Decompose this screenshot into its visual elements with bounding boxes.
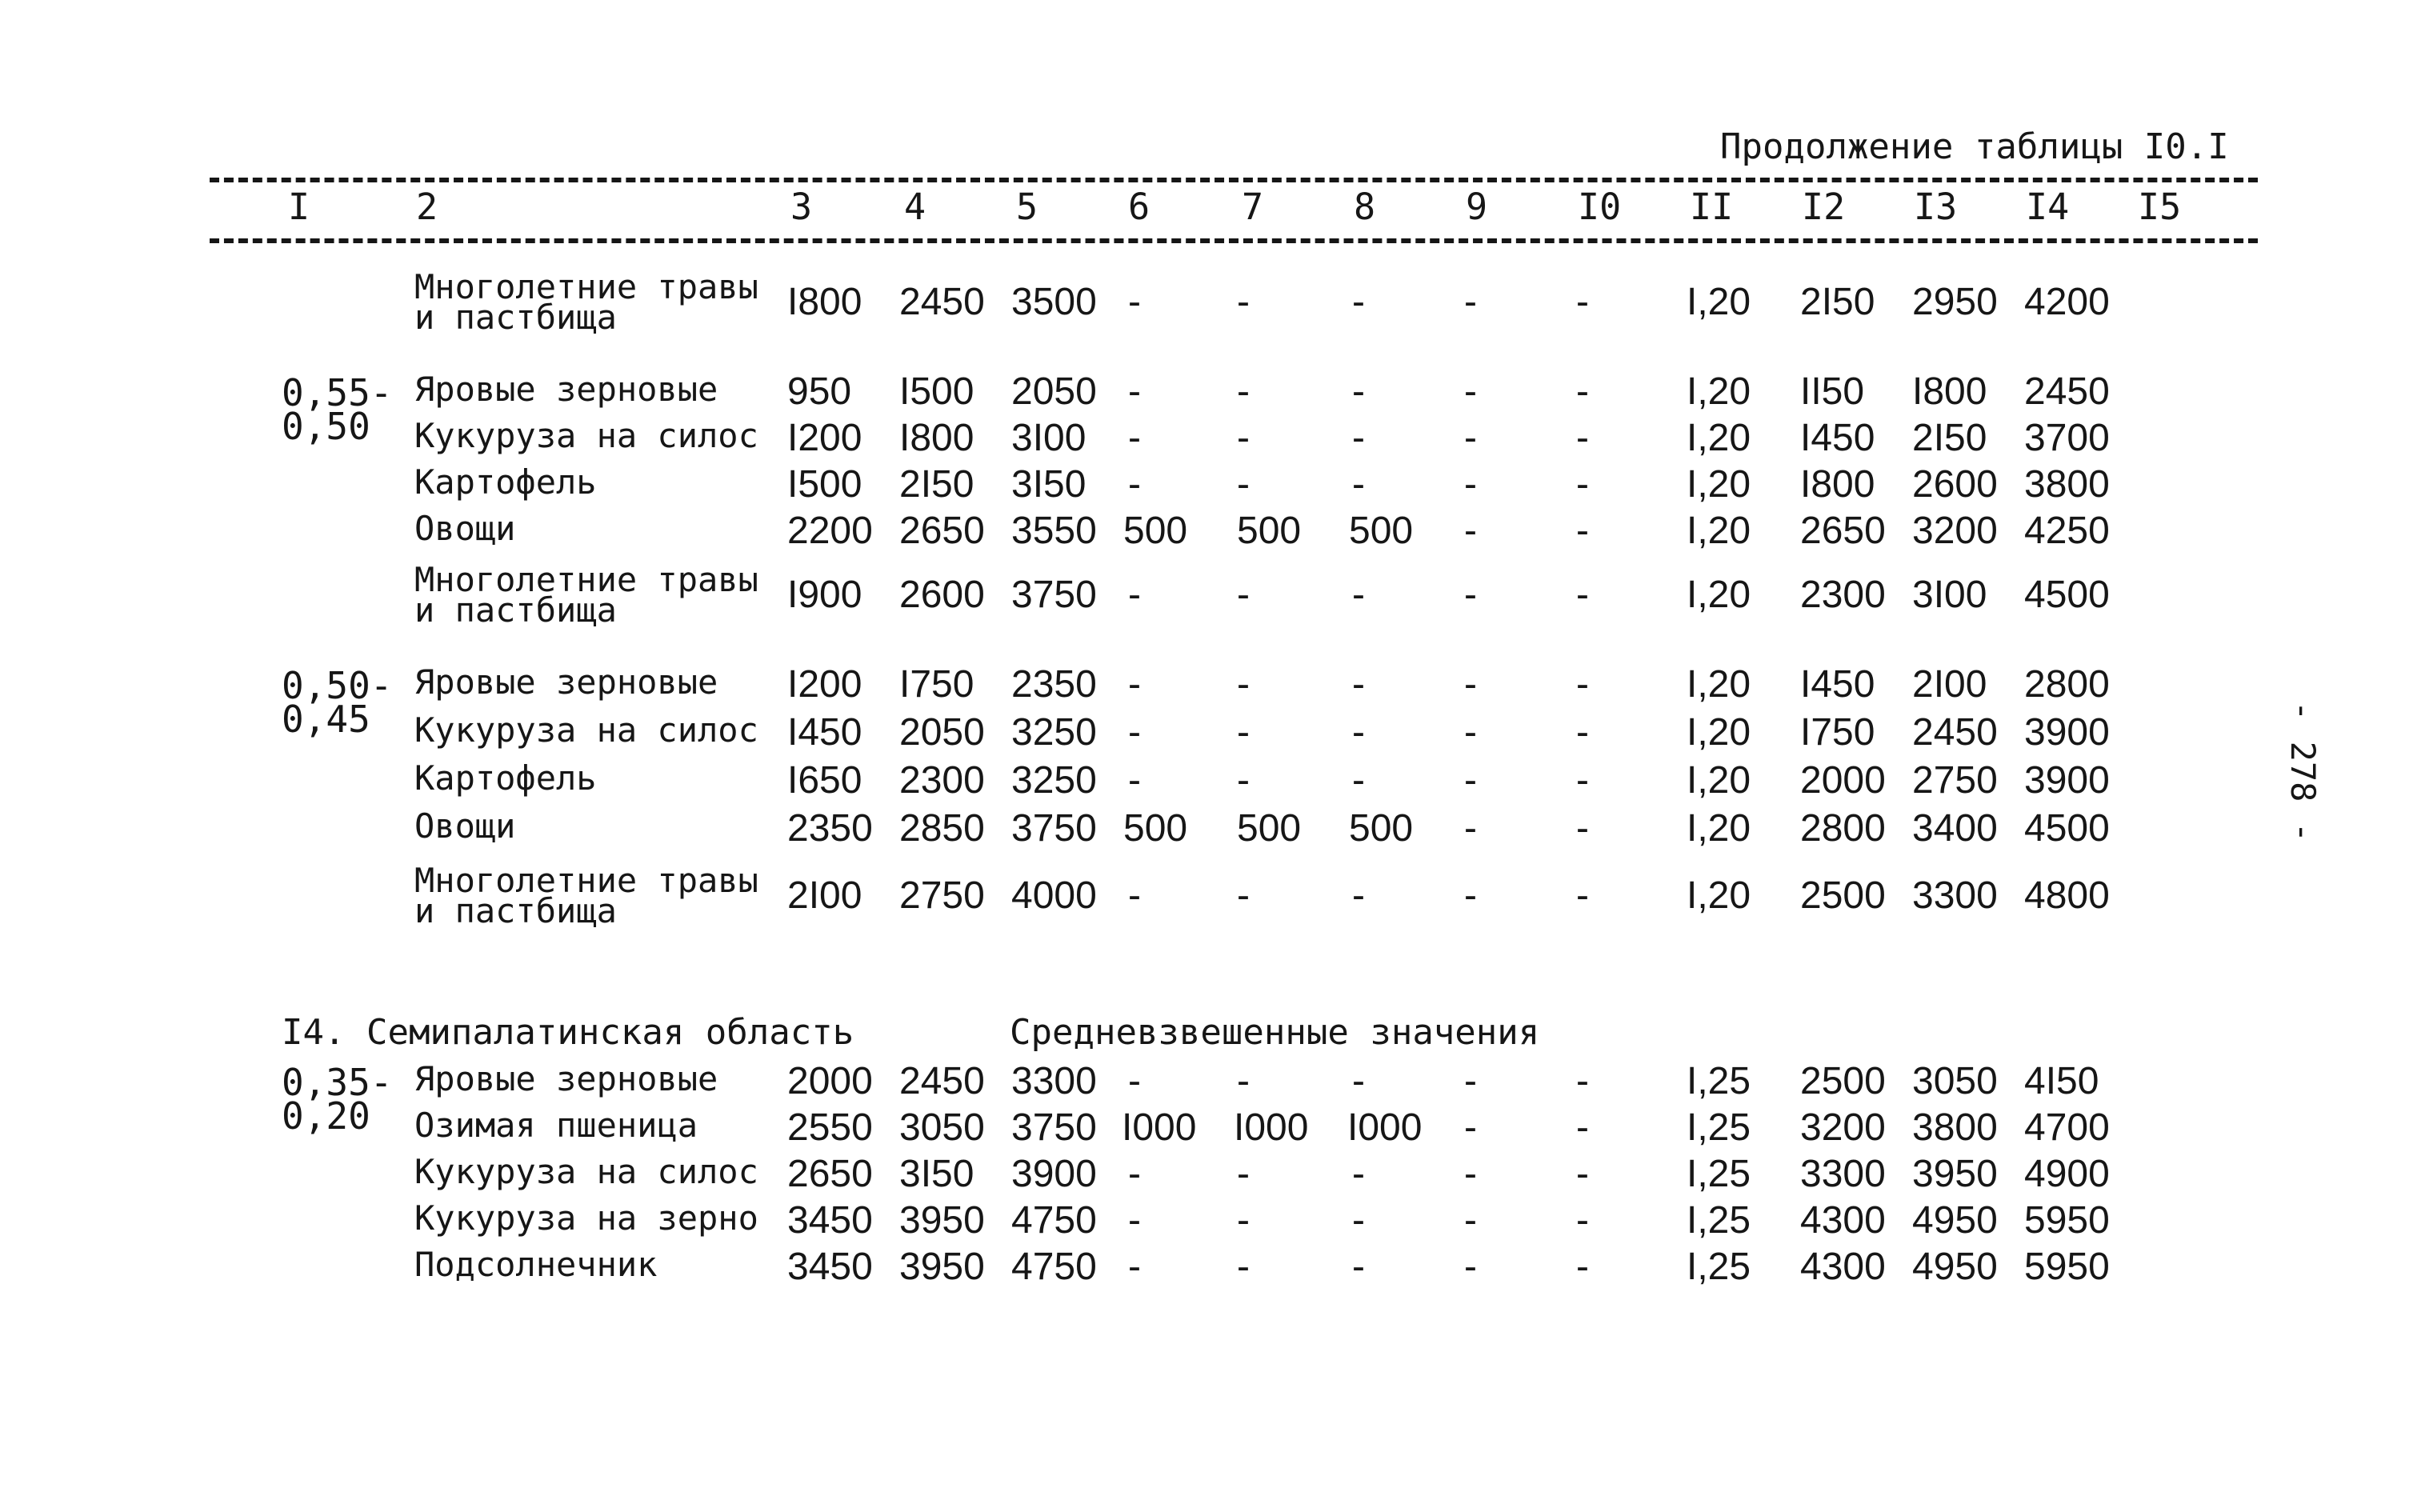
cell-c3: 2200	[787, 510, 873, 552]
cell-c3: I450	[787, 711, 862, 754]
crop-name: Овощи	[414, 806, 516, 846]
cell-c13: 3950	[1912, 1153, 1998, 1195]
crop-name: Кукуруза на силос	[414, 1152, 758, 1191]
cell-c12: I450	[1800, 417, 1875, 459]
cell-c7: 500	[1237, 807, 1302, 850]
cell-c8: -	[1352, 663, 1365, 706]
table-row	[0, 861, 2409, 930]
cell-c9: -	[1464, 874, 1477, 917]
section-title: I4. Семипалатинская область	[282, 1012, 854, 1053]
group-label: 0,55- 0,50	[282, 371, 393, 448]
cell-c10: -	[1576, 1060, 1589, 1102]
cell-c7: -	[1237, 711, 1250, 754]
cell-c13: 2I50	[1912, 417, 1987, 459]
header-bottom-rule	[210, 238, 2258, 243]
cell-c10: -	[1576, 1153, 1589, 1195]
cell-c11: I,20	[1687, 807, 1751, 850]
cell-c10: -	[1576, 874, 1589, 917]
table-row	[0, 1152, 2409, 1200]
cell-c13: 2950	[1912, 281, 1998, 323]
cell-c10: -	[1576, 370, 1589, 413]
cell-c5: 3I00	[1011, 417, 1086, 459]
cell-c12: 2500	[1800, 1060, 1886, 1102]
cell-c13: 3400	[1912, 807, 1998, 850]
cell-c6: 500	[1123, 510, 1188, 552]
crop-name: Подсолнечник	[414, 1245, 658, 1284]
cell-c12: 2I50	[1800, 281, 1875, 323]
cell-c8: -	[1352, 417, 1365, 459]
cell-c9: -	[1464, 1153, 1477, 1195]
table-caption: Продолжение таблицы I0.I	[1720, 126, 2229, 167]
cell-c10: -	[1576, 463, 1589, 506]
cell-c14: 3900	[2024, 759, 2110, 802]
cell-c12: 3300	[1800, 1153, 1886, 1195]
cell-c7: I000	[1234, 1106, 1309, 1149]
cell-c5: 3900	[1011, 1153, 1097, 1195]
crop-name: Кукуруза на зерно	[414, 1198, 758, 1238]
cell-c7: -	[1237, 1060, 1250, 1102]
cell-c9: -	[1464, 663, 1477, 706]
cell-c14: 3700	[2024, 417, 2110, 459]
col-header-12: I2	[1802, 186, 1846, 228]
cell-c14: 4800	[2024, 874, 2110, 917]
cell-c13: 3200	[1912, 510, 1998, 552]
cell-c11: I,20	[1687, 663, 1751, 706]
cell-c9: -	[1464, 510, 1477, 552]
cell-c11: I,20	[1687, 759, 1751, 802]
table-row	[0, 1198, 2409, 1246]
cell-c4: 2850	[899, 807, 985, 850]
cell-c7: -	[1237, 874, 1250, 917]
cell-c8: -	[1352, 281, 1365, 323]
cell-c14: 4700	[2024, 1106, 2110, 1149]
table-row	[0, 1106, 2409, 1154]
cell-c4: 2450	[899, 281, 985, 323]
cell-c7: -	[1237, 663, 1250, 706]
cell-c13: 4950	[1912, 1246, 1998, 1288]
col-header-6: 6	[1128, 186, 1150, 228]
cell-c3: 950	[787, 370, 852, 413]
crop-name: Кукуруза на силос	[414, 416, 758, 455]
col-header-4: 4	[904, 186, 926, 228]
cell-c7: -	[1237, 1153, 1250, 1195]
table-row	[0, 370, 2409, 418]
table-row	[0, 710, 2409, 758]
cell-c13: 3I00	[1912, 574, 1987, 616]
table-row	[0, 662, 2409, 710]
cell-c14: 2800	[2024, 663, 2110, 706]
crop-name: Яровые зерновые	[414, 662, 718, 702]
cell-c4: 2600	[899, 574, 985, 616]
cell-c3: I200	[787, 417, 862, 459]
cell-c14: 4500	[2024, 574, 2110, 616]
cell-c5: 3300	[1011, 1060, 1097, 1102]
table-row	[0, 416, 2409, 464]
cell-c6: -	[1128, 574, 1141, 616]
cell-c3: 2550	[787, 1106, 873, 1149]
cell-c8: -	[1352, 574, 1365, 616]
cell-c11: I,20	[1687, 510, 1751, 552]
col-header-5: 5	[1016, 186, 1038, 228]
cell-c7: 500	[1237, 510, 1302, 552]
crop-name: Озимая пшеница	[414, 1106, 698, 1145]
cell-c12: 3200	[1800, 1106, 1886, 1149]
page-number: - 278 -	[2283, 700, 2323, 843]
header-top-rule	[210, 178, 2258, 182]
cell-c4: 3050	[899, 1106, 985, 1149]
crop-name: Яровые зерновые	[414, 370, 718, 409]
cell-c3: I650	[787, 759, 862, 802]
cell-c14: 5950	[2024, 1246, 2110, 1288]
cell-c11: I,20	[1687, 574, 1751, 616]
cell-c6: -	[1128, 663, 1141, 706]
cell-c6: -	[1128, 759, 1141, 802]
cell-c6: I000	[1122, 1106, 1197, 1149]
crop-name: Многолетние травы и пастбища	[414, 560, 758, 630]
table-row	[0, 1059, 2409, 1107]
cell-c14: 4250	[2024, 510, 2110, 552]
section-subtitle: Средневзвешенные значения	[1010, 1012, 1540, 1053]
cell-c4: 2650	[899, 510, 985, 552]
cell-c5: 3250	[1011, 759, 1097, 802]
cell-c10: -	[1576, 281, 1589, 323]
cell-c8: 500	[1349, 807, 1414, 850]
cell-c6: -	[1128, 1199, 1141, 1242]
cell-c10: -	[1576, 1106, 1589, 1149]
cell-c9: -	[1464, 463, 1477, 506]
cell-c8: -	[1352, 1246, 1365, 1288]
cell-c6: -	[1128, 711, 1141, 754]
cell-c13: 2I00	[1912, 663, 1987, 706]
cell-c6: -	[1128, 1060, 1141, 1102]
cell-c10: -	[1576, 510, 1589, 552]
cell-c5: 3I50	[1011, 463, 1086, 506]
cell-c4: 3I50	[899, 1153, 974, 1195]
cell-c14: 4200	[2024, 281, 2110, 323]
col-header-3: 3	[790, 186, 813, 228]
cell-c12: 4300	[1800, 1199, 1886, 1242]
cell-c8: 500	[1349, 510, 1414, 552]
col-header-13: I3	[1914, 186, 1958, 228]
cell-c8: -	[1352, 759, 1365, 802]
cell-c3: 2I00	[787, 874, 862, 917]
group-label: 0,50- 0,45	[282, 664, 393, 741]
col-header-8: 8	[1354, 186, 1376, 228]
cell-c10: -	[1576, 807, 1589, 850]
cell-c8: -	[1352, 463, 1365, 506]
cell-c11: I,20	[1687, 874, 1751, 917]
cell-c5: 3750	[1011, 1106, 1097, 1149]
cell-c9: -	[1464, 711, 1477, 754]
cell-c14: 4900	[2024, 1153, 2110, 1195]
table-row	[0, 509, 2409, 557]
cell-c5: 4750	[1011, 1199, 1097, 1242]
cell-c12: II50	[1800, 370, 1865, 413]
cell-c6: -	[1128, 874, 1141, 917]
cell-c10: -	[1576, 417, 1589, 459]
cell-c11: I,25	[1687, 1153, 1751, 1195]
cell-c13: 2750	[1912, 759, 1998, 802]
cell-c3: I500	[787, 463, 862, 506]
cell-c11: I,20	[1687, 370, 1751, 413]
cell-c6: -	[1128, 463, 1141, 506]
cell-c14: 4500	[2024, 807, 2110, 850]
col-header-7: 7	[1242, 186, 1264, 228]
cell-c11: I,20	[1687, 417, 1751, 459]
cell-c9: -	[1464, 1199, 1477, 1242]
cell-c4: I500	[899, 370, 974, 413]
table-header	[0, 186, 2409, 234]
cell-c13: 3300	[1912, 874, 1998, 917]
cell-c6: -	[1128, 1153, 1141, 1195]
cell-c4: I750	[899, 663, 974, 706]
col-header-14: I4	[2026, 186, 2070, 228]
cell-c3: 2650	[787, 1153, 873, 1195]
cell-c11: I,25	[1687, 1199, 1751, 1242]
cell-c9: -	[1464, 1106, 1477, 1149]
cell-c13: I800	[1912, 370, 1987, 413]
col-header-9: 9	[1466, 186, 1488, 228]
cell-c7: -	[1237, 417, 1250, 459]
table-row	[0, 560, 2409, 630]
cell-c6: -	[1128, 417, 1141, 459]
table-row	[0, 1245, 2409, 1293]
cell-c5: 2050	[1011, 370, 1097, 413]
cell-c11: I,25	[1687, 1106, 1751, 1149]
cell-c13: 3050	[1912, 1060, 1998, 1102]
cell-c13: 4950	[1912, 1199, 1998, 1242]
cell-c12: I750	[1800, 711, 1875, 754]
cell-c4: 2750	[899, 874, 985, 917]
cell-c9: -	[1464, 370, 1477, 413]
cell-c13: 2600	[1912, 463, 1998, 506]
cell-c14: 3900	[2024, 711, 2110, 754]
cell-c14: 2450	[2024, 370, 2110, 413]
cell-c10: -	[1576, 1199, 1589, 1242]
col-header-1: I	[288, 186, 310, 228]
cell-c12: 2650	[1800, 510, 1886, 552]
crop-name: Овощи	[414, 509, 516, 548]
cell-c6: -	[1128, 281, 1141, 323]
table-row	[0, 462, 2409, 510]
cell-c10: -	[1576, 759, 1589, 802]
cell-c11: I,25	[1687, 1246, 1751, 1288]
cell-c14: 3800	[2024, 463, 2110, 506]
cell-c12: 2000	[1800, 759, 1886, 802]
crop-name: Картофель	[414, 758, 597, 798]
cell-c5: 3500	[1011, 281, 1097, 323]
cell-c5: 3750	[1011, 574, 1097, 616]
cell-c9: -	[1464, 807, 1477, 850]
col-header-10: I0	[1578, 186, 1622, 228]
cell-c5: 2350	[1011, 663, 1097, 706]
cell-c8: I000	[1347, 1106, 1423, 1149]
cell-c9: -	[1464, 759, 1477, 802]
cell-c14: 4I50	[2024, 1060, 2099, 1102]
crop-name: Картофель	[414, 462, 597, 502]
cell-c5: 4750	[1011, 1246, 1097, 1288]
cell-c8: -	[1352, 370, 1365, 413]
cell-c7: -	[1237, 1246, 1250, 1288]
cell-c3: 3450	[787, 1246, 873, 1288]
table-row	[0, 806, 2409, 854]
cell-c13: 2450	[1912, 711, 1998, 754]
cell-c3: I800	[787, 281, 862, 323]
cell-c8: -	[1352, 711, 1365, 754]
cell-c3: I200	[787, 663, 862, 706]
cell-c3: 2350	[787, 807, 873, 850]
cell-c5: 4000	[1011, 874, 1097, 917]
cell-c12: I800	[1800, 463, 1875, 506]
cell-c11: I,20	[1687, 711, 1751, 754]
cell-c5: 3550	[1011, 510, 1097, 552]
cell-c12: 2300	[1800, 574, 1886, 616]
cell-c4: 3950	[899, 1199, 985, 1242]
cell-c7: -	[1237, 281, 1250, 323]
cell-c9: -	[1464, 1060, 1477, 1102]
cell-c8: -	[1352, 1153, 1365, 1195]
cell-c12: 2800	[1800, 807, 1886, 850]
crop-name: Яровые зерновые	[414, 1059, 718, 1098]
cell-c4: 2I50	[899, 463, 974, 506]
cell-c11: I,25	[1687, 1060, 1751, 1102]
cell-c12: I450	[1800, 663, 1875, 706]
cell-c8: -	[1352, 1199, 1365, 1242]
cell-c8: -	[1352, 1060, 1365, 1102]
cell-c9: -	[1464, 417, 1477, 459]
cell-c9: -	[1464, 1246, 1477, 1288]
cell-c7: -	[1237, 370, 1250, 413]
cell-c3: 2000	[787, 1060, 873, 1102]
cell-c13: 3800	[1912, 1106, 1998, 1149]
cell-c8: -	[1352, 874, 1365, 917]
table-row	[0, 267, 2409, 337]
cell-c6: -	[1128, 1246, 1141, 1288]
cell-c6: -	[1128, 370, 1141, 413]
cell-c10: -	[1576, 663, 1589, 706]
cell-c4: I800	[899, 417, 974, 459]
cell-c10: -	[1576, 1246, 1589, 1288]
col-header-2: 2	[416, 186, 438, 228]
col-header-11: II	[1690, 186, 1734, 228]
group-label: 0,35- 0,20	[282, 1061, 393, 1138]
crop-name: Кукуруза на силос	[414, 710, 758, 750]
cell-c6: 500	[1123, 807, 1188, 850]
table-row	[0, 758, 2409, 806]
cell-c11: I,20	[1687, 463, 1751, 506]
cell-c12: 2500	[1800, 874, 1886, 917]
cell-c9: -	[1464, 281, 1477, 323]
cell-c4: 3950	[899, 1246, 985, 1288]
cell-c3: 3450	[787, 1199, 873, 1242]
cell-c7: -	[1237, 1199, 1250, 1242]
cell-c14: 5950	[2024, 1199, 2110, 1242]
cell-c5: 3250	[1011, 711, 1097, 754]
cell-c11: I,20	[1687, 281, 1751, 323]
cell-c5: 3750	[1011, 807, 1097, 850]
crop-name: Многолетние травы и пастбища	[414, 267, 758, 337]
cell-c12: 4300	[1800, 1246, 1886, 1288]
cell-c3: I900	[787, 574, 862, 616]
cell-c10: -	[1576, 574, 1589, 616]
cell-c7: -	[1237, 574, 1250, 616]
cell-c9: -	[1464, 574, 1477, 616]
cell-c7: -	[1237, 463, 1250, 506]
cell-c4: 2300	[899, 759, 985, 802]
cell-c10: -	[1576, 711, 1589, 754]
cell-c4: 2450	[899, 1060, 985, 1102]
crop-name: Многолетние травы и пастбища	[414, 861, 758, 930]
cell-c4: 2050	[899, 711, 985, 754]
col-header-15: I5	[2138, 186, 2182, 228]
cell-c7: -	[1237, 759, 1250, 802]
